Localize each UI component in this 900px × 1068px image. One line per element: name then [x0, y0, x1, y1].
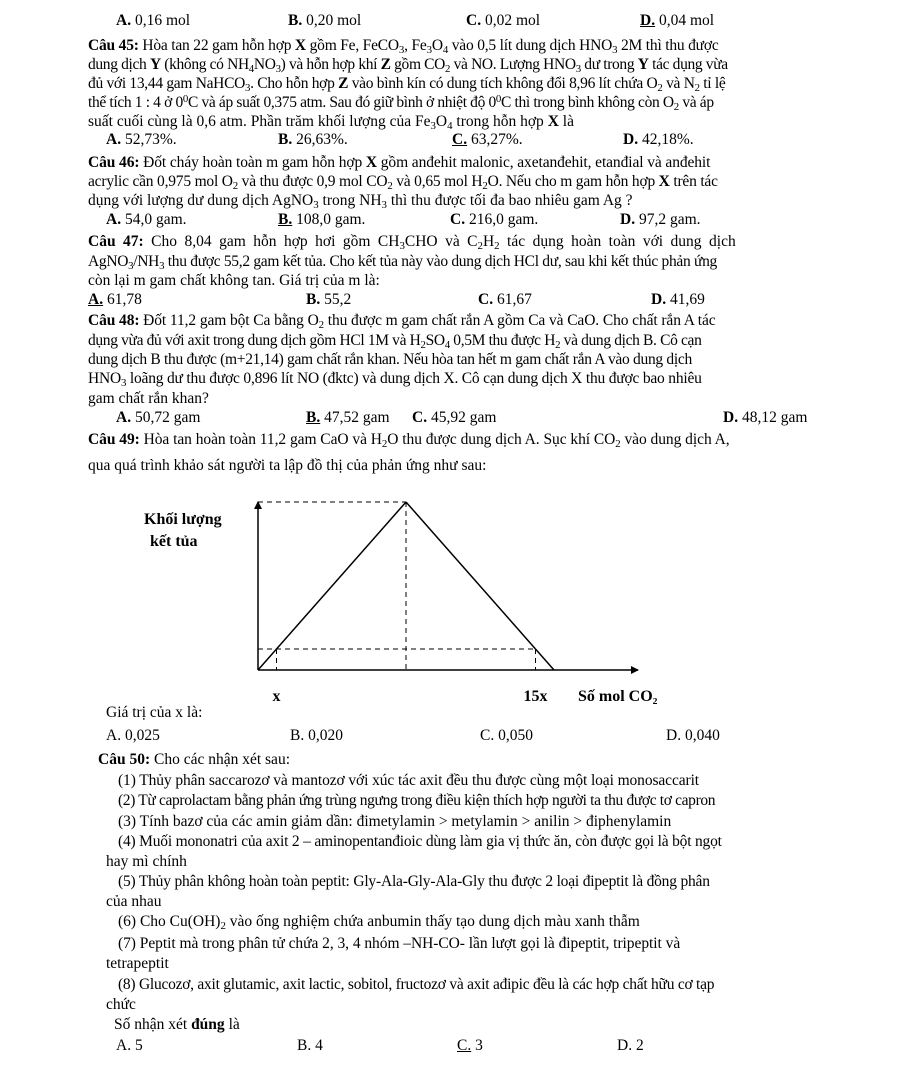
x-tick-label-x: x — [272, 688, 281, 705]
q49-option-d: D. 0,040 — [666, 727, 720, 744]
x-tick-label-15x: 15x — [523, 688, 548, 705]
q48-line-1: Câu 48: Đốt 11,2 gam bột Ca bằng $O_2$ thu được m gam chất rắn A gồm Ca và CaO. Cho chất rắn A tác — [88, 312, 716, 331]
q49-option-b: B. 0,020 — [290, 727, 343, 744]
q50-statement-2: (2) Từ caprolactam bằng phản ứng trùng ngưng trong điều kiện thích hợp người ta thu được tơ capron — [118, 792, 716, 809]
q50-statement-8: (8) Glucozơ, axit glutamic, axit lactic, sobitol, fructozơ và axit ađipic đều là các hợp chất hữu cơ tạp — [118, 976, 715, 993]
q50-option-d: D. 2 — [617, 1037, 644, 1054]
q49-ask: Giá trị của x là: — [106, 704, 203, 721]
x-axis-label: Số mol CO₂ — [578, 688, 658, 705]
q44-option-d: D. 0,04 mol — [640, 12, 715, 29]
series-segment — [277, 502, 407, 649]
q47-option-d: D. 41,69 — [651, 291, 705, 308]
q50-option-c: C. 3 — [457, 1037, 483, 1054]
q46-option-c: C. 216,0 gam. — [450, 211, 539, 228]
q47-line-1: Câu 47: Cho 8,04 gam hỗn hợp hơi gồm $CH_3CHO$ và $C_2H_2$ tác dụng hoàn toàn với dung dịch — [88, 233, 736, 252]
series-segment — [258, 649, 277, 670]
q45-line-1: Câu 45: Hòa tan 22 gam hỗn hợp X gồm Fe, FeCO$_3$, $Fe_3O_4$ vào 0,5 lít dung dịch $HNO_3$ 2M thì thu được — [88, 37, 719, 56]
q50-statement-3: (3) Tính bazơ của các amin giảm dần: đimetylamin > metylamin > anilin > điphenylamin — [118, 813, 672, 830]
q45-line-5: suất cuối cùng là 0,6 atm. Phần trăm khối lượng của $Fe_3O_4$ trong hỗn hợp X là — [88, 113, 574, 132]
q50-statement-7-cont: tetrapeptit — [106, 955, 169, 972]
q48-line-5: gam chất rắn khan? — [88, 390, 209, 407]
q50-statement-5-cont: của nhau — [106, 893, 162, 910]
q50-statement-1: (1) Thủy phân saccarozơ và mantozơ với xúc tác axit đều thu được cùng một loại monosaccarit — [118, 772, 699, 789]
q44-option-c: C. 0,02 mol — [466, 12, 541, 29]
q47-option-c: C. 61,67 — [478, 291, 532, 308]
q44-option-b: B. 0,20 mol — [288, 12, 362, 29]
q50-ask: Số nhận xét đúng là — [114, 1016, 240, 1033]
q47-line-3: còn lại m gam chất không tan. Giá trị của m là: — [88, 272, 380, 289]
q49-line-2: qua quá trình khảo sát người ta lập đồ thị của phản ứng như sau: — [88, 457, 487, 474]
q48-option-d: D. 48,12 gam — [723, 409, 808, 426]
q47-line-2: $AgNO_3/NH_3$ thu được 55,2 gam kết tủa. Cho kết tủa này vào dung dịch HCl dư, sau khi kết thúc phản ứng — [88, 253, 717, 272]
q47-option-a: A. 61,78 — [88, 291, 142, 308]
dashed-guides — [258, 502, 536, 670]
q46-line-3: dụng với lượng dư dung dịch AgNO$_3$ trong $NH_3$ thì thu được tối đa bao nhiêu gam Ag ? — [88, 192, 633, 211]
q48-line-2: dụng vừa đủ với axit trong dung dịch gồm HCl 1M và $H_2SO_4$ 0,5M thu được $H_2$ và dung dịch B. Cô cạn — [88, 332, 702, 351]
q48-line-3: dung dịch B thu được (m+21,14) gam chất rắn khan. Nếu hòa tan hết m gam chất rắn A vào dung dịch — [88, 351, 692, 368]
q49-option-a: A. 0,025 — [106, 727, 160, 744]
q48-option-c: C. 45,92 gam — [412, 409, 497, 426]
series-segment — [406, 502, 536, 649]
q45-option-a: A. 52,73%. — [106, 131, 177, 148]
q45-line-4: thể tích 1 : 4 ở $0^0C$ và áp suất 0,375 atm. Sau đó giữ bình ở nhiệt độ $0^0C$ thì trong bình không còn $O_2$ và áp — [88, 93, 714, 113]
q50-statement-6: (6) Cho $Cu(OH)_2$ vào ống nghiệm chứa anbumin thấy tạo dung dịch màu xanh thẫm — [118, 913, 640, 932]
q45-option-c: C. 63,27%. — [452, 131, 523, 148]
q46-line-1: Câu 46: Đốt cháy hoàn toàn m gam hỗn hợp X gồm anđehit malonic, axetanđehit, etanđial và anđehit — [88, 154, 711, 171]
q48-option-b: B. 47,52 gam — [306, 409, 390, 426]
q50-option-b: B. 4 — [297, 1037, 323, 1054]
q45-option-b: B. 26,63%. — [278, 131, 348, 148]
q45-line-2: dung dịch Y (không có $NH_4NO_3$) và hỗn hợp khí Z gồm $CO_2$ và NO. Lượng $HNO_3$ dư trong Y tác dụng vừa — [88, 56, 728, 75]
q47-option-b: B. 55,2 — [306, 291, 352, 308]
q45-line-3: đủ với 13,44 gam NaHCO$_3$. Cho hỗn hợp Z vào bình kín có dung tích không đổi 8,96 lít chứa $O_2$ và $N_2$ tỉ lệ — [88, 75, 726, 94]
q50-intro: Câu 50: Cho các nhận xét sau: — [98, 751, 290, 768]
q50-statement-8-cont: chức — [106, 996, 136, 1013]
q50-statement-5: (5) Thủy phân không hoàn toàn peptit: Gly-Ala-Gly-Ala-Gly thu được 2 loại đipeptit là đồng phân — [118, 873, 710, 890]
q50-statement-4: (4) Muối mononatri của axit 2 – aminopentanđioic dùng làm gia vị thức ăn, còn được gọi là bột ngọt — [118, 833, 722, 850]
y-axis-label-line2: kết tủa — [150, 533, 198, 550]
q46-option-b: B. 108,0 gam. — [278, 211, 366, 228]
q50-statement-4-cont: hay mì chính — [106, 853, 187, 870]
precipitate-chart — [100, 494, 720, 724]
series-segment — [536, 649, 555, 670]
q50-statement-7: (7) Peptit mà trong phân tử chứa 2, 3, 4 nhóm –NH-CO- lần lượt gọi là đipeptit, tripeptit và — [118, 935, 681, 952]
q46-option-d: D. 97,2 gam. — [620, 211, 701, 228]
y-axis-label-line1: Khối lượng — [144, 511, 222, 528]
q44-option-a: A. 0,16 mol — [116, 12, 191, 29]
q49-line-1: Câu 49: Hòa tan hoàn toàn 11,2 gam CaO và $H_2O$ thu được dung dịch A. Sục khí $CO_2$ vào dung dịch A, — [88, 431, 730, 450]
q46-line-2: acrylic cần 0,975 mol $O_2$ và thu được 0,9 mol $CO_2$ và 0,65 mol $H_2O$. Nếu cho m gam hỗn hợp X trên tác — [88, 173, 718, 192]
q48-line-4: $HNO_3$ loãng dư thu được 0,896 lít NO (đktc) và dung dịch X. Cô cạn dung dịch X thu được bao nhiêu — [88, 370, 702, 389]
q46-option-a: A. 54,0 gam. — [106, 211, 187, 228]
q50-option-a: A. 5 — [116, 1037, 143, 1054]
q48-option-a: A. 50,72 gam — [116, 409, 201, 426]
q45-option-d: D. 42,18%. — [623, 131, 694, 148]
q49-option-c: C. 0,050 — [480, 727, 533, 744]
